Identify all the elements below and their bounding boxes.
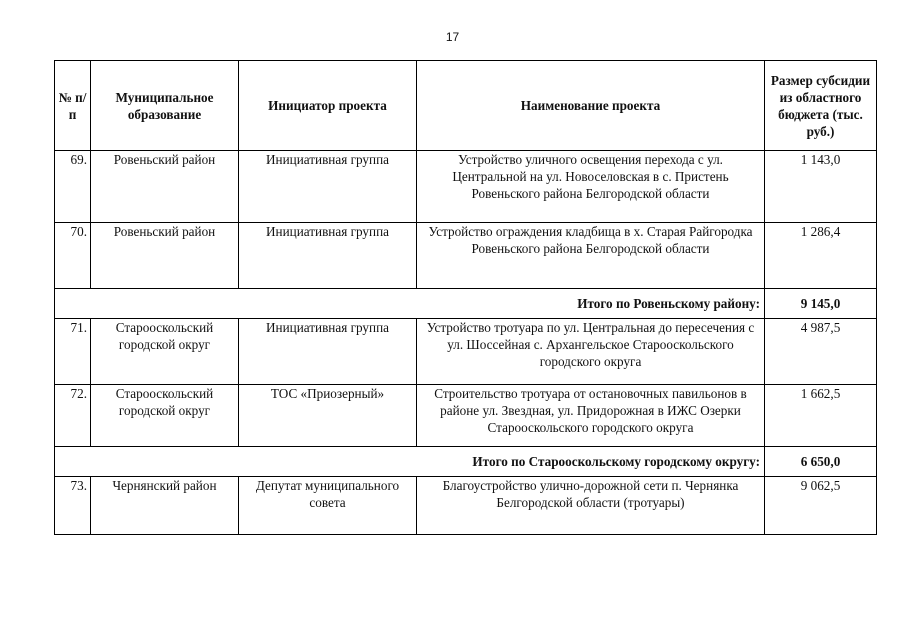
total-value: 9 145,0 [765,289,877,319]
row-project: Благоустройство улично-дорожной сети п. Чернянка Белгородской области (тротуары) [417,477,765,535]
row-amount: 1 662,5 [765,385,877,447]
table-header-row [55,61,877,151]
row-municipality: Старооскольский городской округ [91,385,239,447]
table-row [55,223,877,289]
header-subsidy: Размер субсидии из областного бюджета (тыс. руб.) [765,61,877,151]
total-value: 6 650,0 [765,447,877,477]
row-project: Устройство тротуара по ул. Центральная до пересечения с ул. Шоссейная с. Архангельское Старооскольского городского округа [417,319,765,385]
row-municipality: Ровеньский район [91,223,239,289]
total-row [55,289,877,319]
total-label: Итого по Ровеньскому району: [55,289,765,319]
table-row [55,385,877,447]
subsidy-table [54,60,877,535]
row-initiator: Инициативная группа [239,151,417,223]
header-municipality: Муниципальное образование [91,61,239,151]
row-amount: 1 143,0 [765,151,877,223]
row-amount: 1 286,4 [765,223,877,289]
row-initiator: ТОС «Приозерный» [239,385,417,447]
row-project: Устройство ограждения кладбища в х. Старая Райгородка Ровеньского района Белгородской области [417,223,765,289]
row-initiator: Депутат муниципального совета [239,477,417,535]
row-amount: 4 987,5 [765,319,877,385]
table-row [55,151,877,223]
row-initiator: Инициативная группа [239,319,417,385]
row-municipality: Чернянский район [91,477,239,535]
total-label: Итого по Старооскольскому городскому округу: [55,447,765,477]
row-num: 73. [55,477,91,535]
row-municipality: Старооскольский городской округ [91,319,239,385]
header-num: № п/п [55,61,91,151]
table-row [55,477,877,535]
row-project: Устройство уличного освещения перехода с ул. Центральной на ул. Новоселовская в с. Пристень Ровеньского района Белгородской области [417,151,765,223]
row-project: Строительство тротуара от остановочных павильонов в районе ул. Звездная, ул. Придорожная в ИЖС Озерки Старооскольского городского округа [417,385,765,447]
row-amount: 9 062,5 [765,477,877,535]
row-num: 72. [55,385,91,447]
row-initiator: Инициативная группа [239,223,417,289]
table-row [55,319,877,385]
row-num: 69. [55,151,91,223]
total-row [55,447,877,477]
row-municipality: Ровеньский район [91,151,239,223]
header-project: Наименование проекта [417,61,765,151]
page-number: 17 [445,30,460,44]
row-num: 71. [55,319,91,385]
row-num: 70. [55,223,91,289]
header-initiator: Инициатор проекта [239,61,417,151]
